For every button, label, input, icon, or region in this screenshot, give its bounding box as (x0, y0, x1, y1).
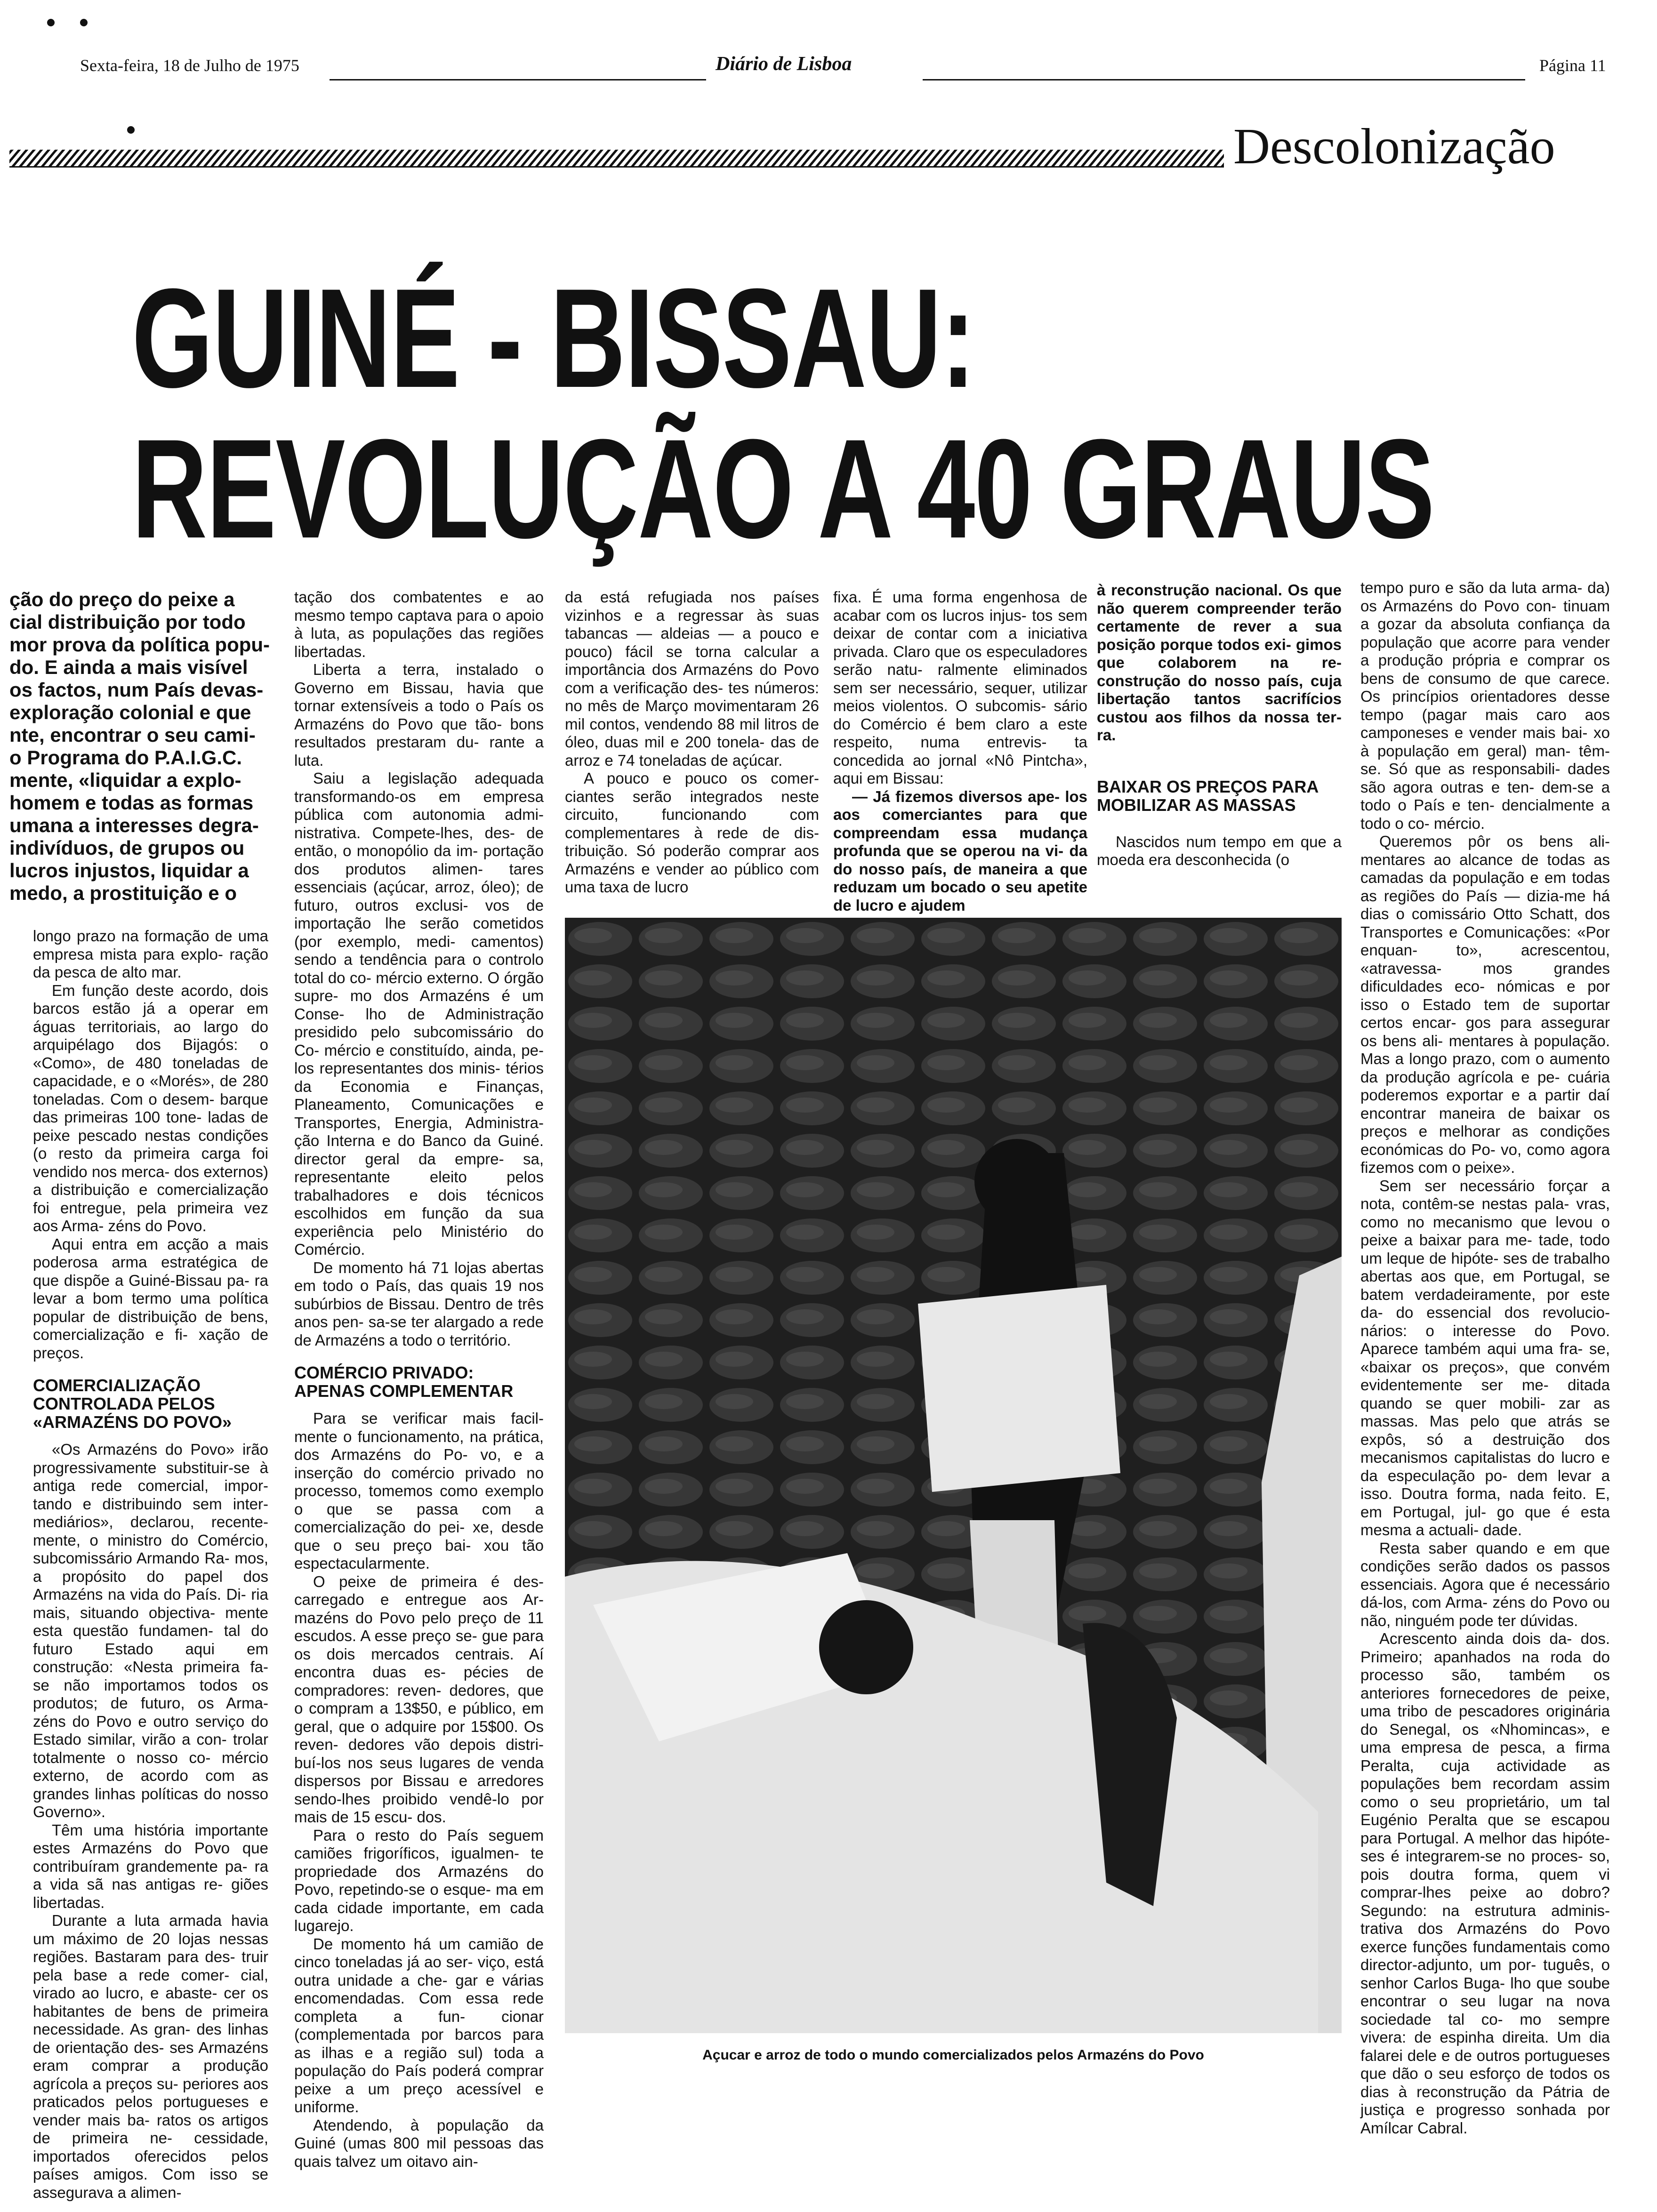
header-rule (330, 79, 706, 80)
headline-line-2: REVOLUÇÃO A 40 GRAUS (132, 409, 1434, 568)
lead-paragraph: ção do preço do peixe a cial distribuição por todo mor prova da política popu- do. E ainda a mais visível os factos, num País devas- exploração colonial e que nte, encontrar o seu cami- o Programa do P.A.I.G.C. mente, «liquidar a explo- homem e todas as formas umana a interesses degra- indivíduos, de grupos ou lucros injustos, liquidar a medo, a prostituição e o (9, 588, 270, 904)
paragraph: De momento há um camião de cinco toneladas já ao ser- viço, está outra unidade a che- gar e várias encomendadas. Com essa rede completa a fun- cionar (complementada por barcos para as ilhas e a região sul) toda a população do País poderá comprar peixe a um preço acessível e uniforme. (294, 1935, 544, 2116)
paragraph: Atendendo, à população da Guiné (umas 800 mil pessoas das quais talvez um oitavo ain- (294, 2116, 544, 2170)
punch-hole (80, 19, 88, 26)
section-band (9, 150, 1224, 168)
paragraph: A pouco e pouco os comer- ciantes serão integrados neste circuito, funcionando com complementares à rede de dis- tribuição. Só poderão comprar aos Armazéns e vender ao público com uma taxa de lucro (565, 769, 819, 896)
column-4 (833, 588, 1087, 914)
paragraph: Em função deste acordo, dois barcos estão já a operar em águas territoriais, ao largo do arquipélago dos Bijagós: o «Como», de 480 toneladas de capacidade, e o «Morés», de 280 toneladas. Com o desem- barque das primeiras 100 tone- ladas de peixe pescado nestas condições (o resto da primeira carga foi vendido nos merca- dos externos) a distribuição e comercialização foi entregue, pela primeira vez aos Arma- zéns do Povo. (33, 981, 268, 1234)
paragraph: Aqui entra em acção a mais poderosa arma estratégica de que dispõe a Guiné-Bissau pa- ra levar a bom termo uma política popular de distribuição de bens, comercialização e fi- xação de preços. (33, 1235, 268, 1362)
subheading: BAIXAR OS PREÇOS PARA MOBILIZAR AS MASSAS (1097, 777, 1319, 815)
column-5 (1097, 581, 1342, 911)
paragraph: — Já fizemos diversos ape- los aos comerciantes para que compreendam essa mudança profunda que se operou na vi- da do nosso país, de maneira a que reduzam um bocado o seu apetite de lucro e ajudem (833, 787, 1087, 914)
punch-hole (127, 126, 135, 134)
paragraph: Sem ser necessário forçar a nota, contêm-se nestas pala- vras, como no mecanismo que levou o peixe a baixar para me- tade, todo um leque de hipóte- ses de trabalho abertas aos que, em Portugal, se batem verdadeiramente, por este da- do essencial dos revolucio- nários: o interesse do Povo. Aparece também aqui uma fra- se, «baixar os preços», que convém evidentemente ser me- ditada quando se quer mobili- zar as massas. Mas pelo que atrás se expôs, só a destruição dos mecanismos capitalistas do lucro e da especulação po- dem levar a isso. Doutra forma, nada feito. E, em Portugal, jul- go que é esta mesma a actuali- dade. (1360, 1177, 1610, 1539)
paragraph: à reconstrução nacional. Os que não querem compreender terão certamente de rever a sua posição porque todos exi- gimos que colaborem na re- construção do nosso país, cuja libertação tantos sacrifícios custou aos filhos da nossa ter- ra. (1097, 581, 1342, 744)
paragraph: Durante a luta armada havia um máximo de 20 lojas nessas regiões. Bastaram para des- truir pela base a rede comer- cial, virado ao lucro, e abaste- cer os habitantes de bens de primeira necessidade. As gran- des linhas de orientação des- ses Armazéns eram comprar a produção agrícola a preços su- periores aos praticados pelos portugueses e vender mais ba- ratos os artigos de primeira ne- cessidade, importados oferecidos pelos países amigos. Com isso se assegurava a alimen- (33, 1912, 268, 2201)
paragraph: Saiu a legislação adequada transformando-os em empresa pública com autonomia admi- nistrativa. Compete-lhes, des- de então, o monopólio da im- portação dos produtos alimen- tares essenciais (açúcar, arroz, óleo); de futuro, outros exclusi- vos de importação lhe serão cometidos (por exemplo, medi- camentos) sendo a tendência para o controlo total do co- mércio externo. O órgão supre- mo dos Armazéns é um Conse- lho de Administração presidido pelo subcomissário do Co- mércio e constituído, ainda, pe- los representantes dos minis- térios da Economia e Finanças, Planeamento, Comunicações e Transportes, Energia, Administra- ção Interna e do Banco da Guiné. director geral da empre- sa, representante eleito pelos trabalhadores e dois técnicos escolhidos em função da sua experiência pelo Ministério do Comércio. (294, 769, 544, 1258)
subheading: COMERCIALIZAÇÃO CONTROLADA PELOS «ARMAZÉNS DO POVO» (33, 1376, 232, 1432)
paragraph: O peixe de primeira é des- carregado e entregue aos Ar- mazéns do Povo pelo preço de 11 escudos. A esse preço se- gue para os dois mercados centrais. Aí encontra duas es- pécies de compradores: reven- dedores, que o compram a 13$50, e público, em geral, que o adquire por 15$00. Os reven- dedores vão depois distri- buí-los nos seus lugares de venda dispersos por Bissau e arredores sendo-lhes proibido vendê-lo por mais de 15 escu- dos. (294, 1572, 544, 1826)
paragraph: tação dos combatentes e ao mesmo tempo captava para o apoio à luta, as populações das regiões libertadas. (294, 588, 544, 660)
headline-line-1: GUINÉ - BISSAU: (132, 259, 975, 417)
paragraph: Têm uma história importante estes Armazéns do Povo que contribuíram grandemente pa- ra a vida sã nas antigas re- giões libertadas. (33, 1821, 268, 1911)
paragraph: fixa. É uma forma engenhosa de acabar com os lucros injus- tos sem deixar de contar com a iniciativa privada. Claro que os especuladores serão natu- ralmente eliminados sem ser necessário, sequer, utilizar meios violentos. O subcomis- sário do Comércio é bem claro a este respeito, numa entrevis- ta concedida ao jornal «Nô Pintcha», aqui em Bissau: (833, 588, 1087, 787)
column-1 (33, 927, 268, 2201)
column-2 (294, 588, 544, 2188)
newspaper-name: Diário de Lisboa (716, 53, 852, 75)
header-rule (923, 79, 1525, 80)
column-3 (565, 588, 819, 908)
paragraph: De momento há 71 lojas abertas em todo o País, das quais 19 nos subúrbios de Bissau. Dentro de três anos pen- sa-se ter alargado a rede de Armazéns a todo o território. (294, 1258, 544, 1349)
photo-caption: Açucar e arroz de todo o mundo comercializados pelos Armazéns do Povo (702, 2047, 1204, 2063)
column-6 (1360, 579, 1610, 2198)
page-number: Página 11 (1539, 56, 1606, 75)
warehouse-photo-illustration (565, 918, 1342, 2033)
paragraph: Resta saber quando e em que condições serão dados os passos essenciais. Agora que é necessário dá-los, com Arma- zéns do Povo ou não, ninguém pode ter dúvidas. (1360, 1539, 1610, 1629)
paragraph: Nascidos num tempo em que a moeda era desconhecida (o (1097, 833, 1342, 868)
punch-hole (47, 19, 55, 26)
header-date: Sexta-feira, 18 de Julho de 1975 (80, 56, 299, 75)
paragraph: tempo puro e são da luta arma- da) os Armazéns do Povo con- tinuam a gozar da absoluta confiança da população que acorre para vender a produção própria e comprar os bens de consumo de que carece. Os princípios orientadores desse tempo (pagar mais caro aos camponeses e vender mais bai- xo à população em geral) man- têm-se. Só que as responsabili- dades são agora outras e ten- dem-se a todo o País e ten- dencialmente a todo o co- mércio. (1360, 579, 1610, 832)
paragraph: Liberta a terra, instalado o Governo em Bissau, havia que tornar extensíveis a todo o País os Armazéns do Povo que tão- bons resultados prestaram du- rante a luta. (294, 661, 544, 769)
paragraph: Acrescento ainda dois da- dos. Primeiro; apanhados na roda do processo são, também os anteriores fornecedores de peixe, uma tribo de pescadores originária do Senegal, os «Nhomincas», e uma empresa de pesca, a firma Peralta, cuja actividade as populações bem recordam assim como o seu proprietário, um tal Eugénio Peralta que se escapou para Portugal. A melhor das hipóte- ses é integrarem-se no proces- so, pois doutra forma, quem vi comprar-lhes peixe ao dobro? Segundo: na estrutura adminis- trativa dos Armazéns do Povo exerce funções fundamentais como director-adjunto, um por- tuguês, o senhor Carlos Buga- lho que soube encontrar o seu lugar na nova sociedade tal co- mo sempre vivera: de espinha direita. Um dia falarei dele e de outros portugueses que dão o seu esforço de todos os dias à reconstrução da Pátria de justiça e progresso sonhada por Amílcar Cabral. (1360, 1630, 1610, 2137)
paragraph: Para o resto do País seguem camiões frigoríficos, igualmen- te propriedade dos Armazéns do Povo, repetindo-se o esque- ma em cada cidade importante, em cada lugarejo. (294, 1826, 544, 1934)
paragraph: longo prazo na formação de uma empresa mista para explo- ração da pesca de alto mar. (33, 927, 268, 981)
paragraph: Para se verificar mais facil- mente o funcionamento, na prática, dos Armazéns do Po- vo, e a inserção do comércio privado no processo, tomemos como exemplo o que se passa com a comercialização do pei- xe, desde que o seu preço bai- xou tão espectacularmente. (294, 1410, 544, 1572)
news-photo (565, 918, 1342, 2033)
paragraph: «Os Armazéns do Povo» irão progressivamente substituir-se à antiga rede comercial, impor- tando e distribuindo sem inter- mediários», declarou, recente- mente, o ministro do Comércio, subcomissário Armando Ra- mos, a propósito do papel dos Armazéns na vida do País. Di- ria mais, situando objectiva- mente esta questão fundamen- tal do futuro Estado aqui em construção: «Nesta primeira fa- se não importamos todos os produtos; de futuro, os Arma- zéns do Povo e outro serviço do Estado similar, virão a con- trolar totalmente o nosso co- mércio externo, de acordo com as grandes linhas políticas do nosso Governo». (33, 1441, 268, 1820)
paragraph: da está refugiada nos países vizinhos e a regressar às suas tabancas — aldeias — a pouco e pouco) fácil se torna calcular a importância dos Armazéns do Povo com a verificação des- tes números: no mês de Março movimentaram 26 mil contos, vendendo 88 mil litros de óleo, duas mil e 200 tonela- das de arroz e 74 toneladas de açúcar. (565, 588, 819, 769)
subheading: COMÉRCIO PRIVADO: APENAS COMPLEMENTAR (294, 1363, 514, 1401)
section-label: Descolonização (1233, 119, 1555, 175)
paragraph: Queremos pôr os bens ali- mentares ao alcance de todas as camadas da população e em todas as regiões do País — dizia-me há dias o comissário Otto Schatt, dos Transportes e Comunicações: «Por enquan- to», acrescentou, «atravessa- mos grandes dificuldades eco- nómicas e por isso o Estado tem de suportar certos encar- gos para assegurar os bens ali- mentares à população. Mas a longo prazo, com o aumento da produção agrícola e pe- cuária poderemos exportar e a partir daí encontrar maneira de baixar os preços e melhorar as condições económicas do Po- vo, como agora fizemos com o peixe». (1360, 833, 1610, 1176)
